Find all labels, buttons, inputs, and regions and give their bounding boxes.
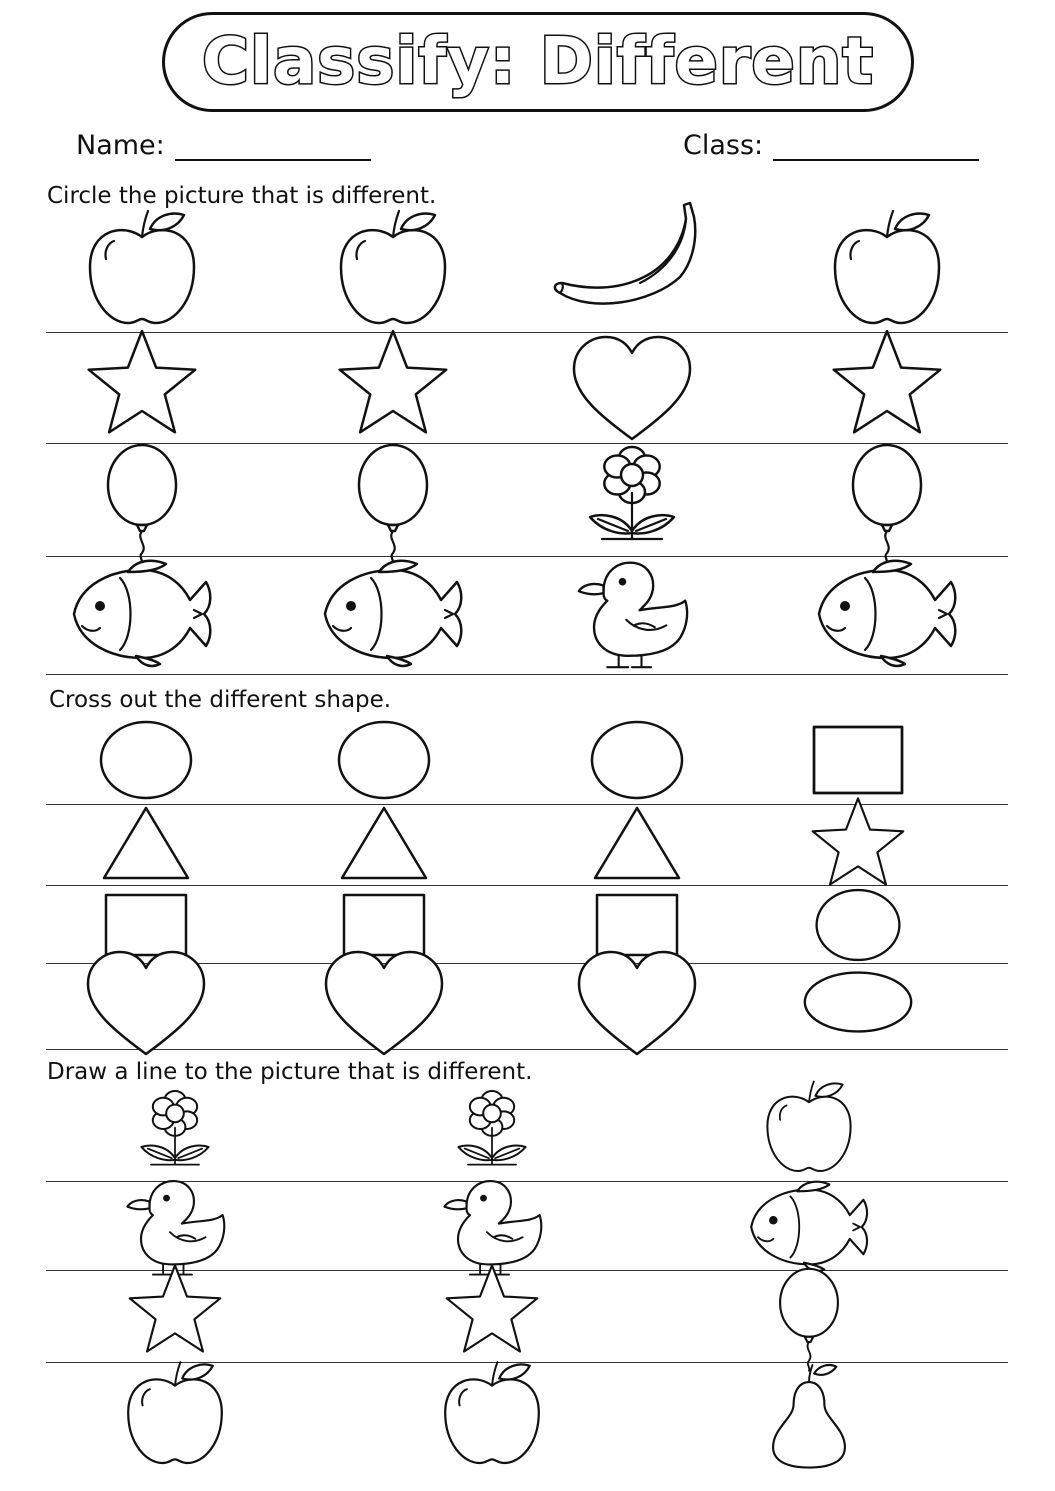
- name-field: [76, 130, 371, 161]
- apple-icon[interactable]: [128, 1362, 222, 1463]
- oval-icon[interactable]: [805, 973, 911, 1032]
- square-icon[interactable]: [597, 895, 677, 955]
- heart-icon[interactable]: [574, 337, 690, 439]
- row-divider: [46, 804, 1008, 805]
- balloon-icon[interactable]: [108, 445, 176, 565]
- row-divider: [46, 885, 1008, 886]
- square-icon[interactable]: [106, 895, 186, 955]
- fish-icon[interactable]: [74, 561, 210, 666]
- apple-icon[interactable]: [445, 1362, 539, 1463]
- flower-icon[interactable]: [590, 447, 674, 539]
- circle-icon[interactable]: [592, 722, 682, 798]
- circle-icon[interactable]: [817, 890, 900, 960]
- row-divider: [46, 1270, 1008, 1271]
- duck-icon[interactable]: [127, 1181, 224, 1275]
- row-divider: [46, 1362, 1008, 1363]
- section-2-instruction: Cross out the different shape.: [49, 687, 392, 713]
- name-label: Name:: [76, 130, 165, 161]
- circle-icon[interactable]: [339, 722, 429, 798]
- class-label: Class:: [683, 130, 764, 161]
- row-divider: [46, 332, 1008, 333]
- balloon-icon[interactable]: [780, 1269, 838, 1371]
- name-blank-line[interactable]: [175, 131, 371, 161]
- apple-icon[interactable]: [767, 1081, 850, 1171]
- section-3-instruction: Draw a line to the picture that is different.: [47, 1059, 533, 1085]
- heart-icon[interactable]: [579, 952, 695, 1054]
- page-title: Classify: Different: [202, 25, 874, 99]
- class-blank-line[interactable]: [773, 131, 979, 161]
- class-field: [683, 130, 979, 161]
- duck-icon[interactable]: [579, 563, 687, 668]
- row-divider: [46, 1181, 1008, 1182]
- fish-icon[interactable]: [819, 561, 955, 666]
- flower-icon[interactable]: [141, 1091, 208, 1165]
- heart-icon[interactable]: [88, 952, 204, 1054]
- triangle-icon[interactable]: [342, 808, 426, 878]
- pear-icon[interactable]: [773, 1365, 845, 1468]
- star-icon[interactable]: [89, 331, 196, 432]
- balloon-icon[interactable]: [853, 445, 921, 565]
- star-icon[interactable]: [130, 1265, 221, 1351]
- circle-icon[interactable]: [101, 722, 191, 798]
- row-divider: [46, 556, 1008, 557]
- title-banner: [162, 12, 914, 112]
- square-icon[interactable]: [814, 727, 902, 793]
- balloon-icon[interactable]: [359, 445, 427, 565]
- flower-icon[interactable]: [458, 1091, 525, 1165]
- section-divider: [46, 674, 1008, 675]
- apple-icon[interactable]: [90, 211, 194, 323]
- duck-icon[interactable]: [444, 1181, 541, 1275]
- fish-icon[interactable]: [325, 561, 461, 666]
- row-divider: [46, 443, 1008, 444]
- section-divider: [46, 1049, 1008, 1050]
- star-icon[interactable]: [834, 331, 941, 432]
- section-1-instruction: Circle the picture that is different.: [47, 183, 437, 209]
- star-icon[interactable]: [340, 331, 447, 432]
- banana-icon[interactable]: [555, 203, 695, 304]
- star-icon[interactable]: [813, 798, 904, 884]
- triangle-icon[interactable]: [595, 808, 679, 878]
- apple-icon[interactable]: [835, 211, 939, 323]
- apple-icon[interactable]: [341, 211, 445, 323]
- fish-icon[interactable]: [751, 1182, 867, 1271]
- star-icon[interactable]: [447, 1265, 538, 1351]
- triangle-icon[interactable]: [104, 808, 188, 878]
- heart-icon[interactable]: [326, 952, 442, 1054]
- square-icon[interactable]: [344, 895, 424, 955]
